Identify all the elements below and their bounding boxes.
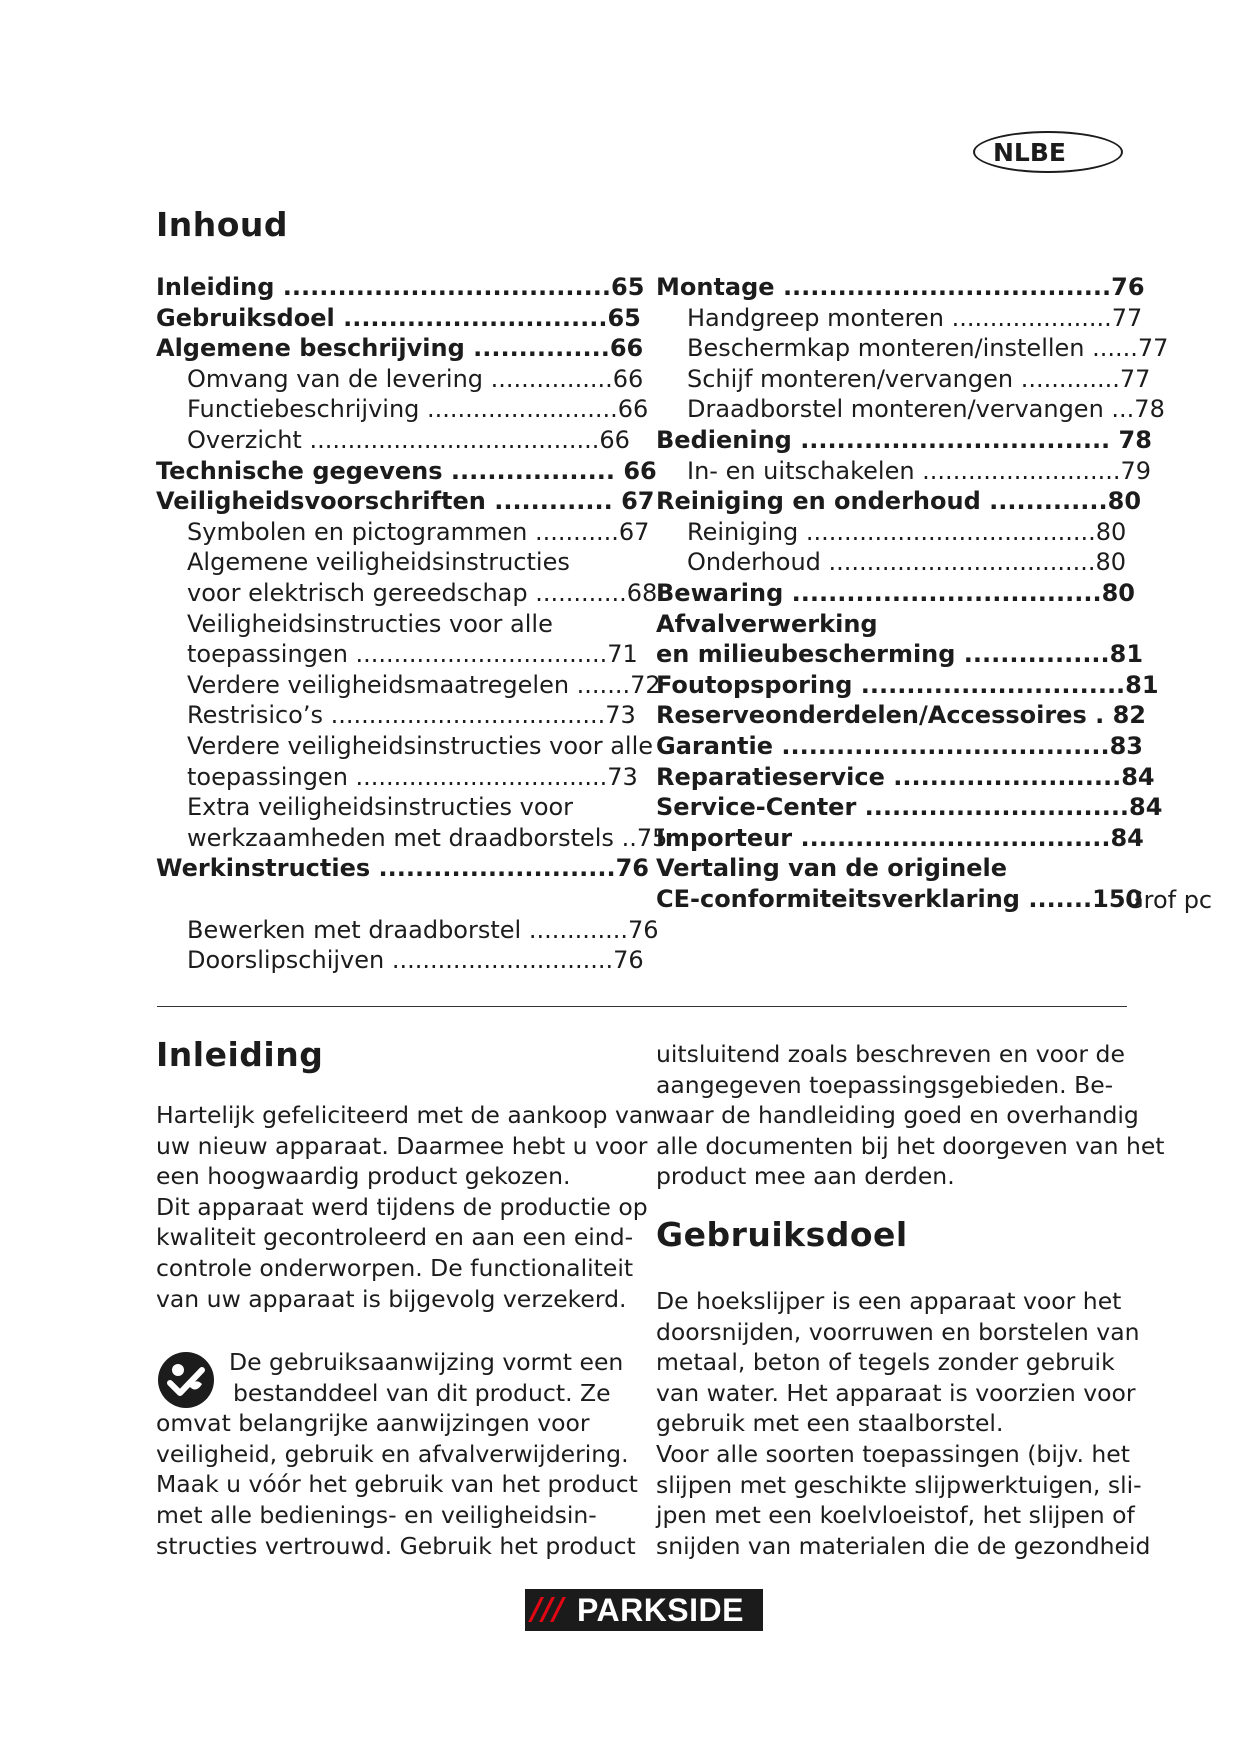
toc-entry[interactable]: Extra veiligheidsinstructies voor	[187, 793, 574, 822]
toc-entry[interactable]: Reiniging ......................................80	[687, 517, 1127, 546]
toc-entry[interactable]: Draadborstel monteren/vervangen ...78	[687, 395, 1165, 424]
toc-entry[interactable]: voor elektrisch gereedschap ............68	[187, 578, 658, 607]
toc-entry[interactable]: Reparatieservice .........................84	[656, 762, 1155, 791]
toc-entry[interactable]: toepassingen .................................73	[187, 762, 638, 791]
text-line: Hartelijk gefeliciteerd met de aankoop van	[156, 1101, 659, 1129]
inleiding-intro	[156, 1100, 659, 1314]
toc-entry[interactable]: Schijf monteren/vervangen .............77	[687, 364, 1151, 393]
text-line: metaal, beton of tegels zonder gebruik	[656, 1348, 1115, 1377]
toc-entry[interactable]: Veiligheidsvoorschriften ............. 67	[156, 487, 655, 516]
toc-entry[interactable]: Functiebeschrijving .........................66	[187, 395, 649, 424]
inleiding-continued	[656, 1039, 1165, 1192]
text-line: doorsnijden, voorruwen en borstelen van	[656, 1317, 1140, 1346]
text-line: van uw apparaat is bijgevolg verzekerd.	[156, 1284, 627, 1313]
toc-entry[interactable]: Werkinstructies ..........................76	[156, 854, 649, 883]
text-line: van water. Het apparaat is voorzien voor	[656, 1378, 1136, 1407]
toc-entry[interactable]: Verdere veiligheidsmaatregelen .......72	[187, 670, 661, 699]
toc-entry[interactable]: Gebruiksdoel .............................65	[156, 303, 641, 332]
text-line: snijden van materialen die de gezondheid	[656, 1531, 1151, 1560]
toc-entry[interactable]: Vertaling van de originele	[656, 854, 1008, 883]
toc-entry[interactable]: Service-Center .............................84	[656, 793, 1163, 822]
text-line: jpen met een koelvloeistof, het slijpen of	[656, 1501, 1135, 1530]
toc-entry[interactable]: Inleiding ....................................65	[156, 273, 645, 301]
text-line: Dit apparaat werd tijdens de productie op	[156, 1192, 648, 1221]
text-line: uitsluitend zoals beschreven en voor de	[656, 1040, 1125, 1068]
toc-entry[interactable]: Importeur ..................................84	[656, 823, 1144, 852]
toc-entry[interactable]: Montage ....................................76	[656, 273, 1145, 301]
text-line: met alle bedienings- en veiligheidsin-	[156, 1500, 597, 1529]
toc-left-column	[156, 272, 667, 976]
toc-title: Inhoud	[156, 205, 289, 244]
toc-entry[interactable]: Veiligheidsinstructies voor alle	[187, 609, 553, 638]
language-badge-label: NLBE	[993, 138, 1066, 167]
toc-right-column	[656, 272, 1168, 914]
toc-entry[interactable]: Restrisico’s ....................................73	[187, 701, 636, 730]
toc-entry[interactable]: Verdere veiligheidsinstructies voor alle	[187, 731, 654, 760]
toc-entry[interactable]: Onderhoud ...................................80	[687, 548, 1127, 577]
text-line: kwaliteit gecontroleerd en aan een eind-	[156, 1223, 634, 1252]
toc-entry[interactable]: Bewerken met draadborstel .............76	[187, 915, 659, 944]
language-badge	[973, 131, 1123, 173]
toc-entry[interactable]: Handgreep monteren .....................77	[687, 303, 1143, 332]
toc-entry[interactable]: CE-conformiteitsverklaring .......150	[656, 884, 1143, 913]
toc-entry[interactable]: Bediening .................................. 78	[656, 425, 1152, 454]
toc-entry[interactable]: Omvang van de levering ................66	[187, 364, 644, 393]
text-line: uw nieuw apparaat. Daarmee hebt u voor	[156, 1131, 648, 1160]
toc-entry[interactable]: Afvalverwerking	[656, 609, 878, 638]
toc-trailing-fragment: Grof pc	[1125, 886, 1213, 914]
text-line: veiligheid, gebruik en afvalverwijdering.	[156, 1439, 629, 1468]
toc-entry[interactable]: Reserveonderdelen/Accessoires . 82	[656, 701, 1146, 730]
text-line: Voor alle soorten toepassingen (bijv. het	[656, 1439, 1130, 1468]
inleiding-notice	[156, 1347, 638, 1561]
text-line: De hoekslijper is een apparaat voor het	[656, 1287, 1122, 1315]
toc-entry[interactable]: In- en uitschakelen ..........................79	[687, 456, 1152, 485]
inleiding-heading: Inleiding	[156, 1035, 324, 1074]
text-line: aangegeven toepassingsgebieden. Be-	[656, 1070, 1114, 1099]
toc-entry[interactable]: Beschermkap monteren/instellen ......77	[687, 334, 1169, 363]
toc-entry[interactable]: Garantie ....................................83	[656, 731, 1143, 760]
gebruiksdoel-body	[656, 1286, 1151, 1561]
toc-entry[interactable]: Symbolen en pictogrammen ...........67	[187, 517, 650, 546]
toc-entry[interactable]: toepassingen .................................71	[187, 640, 638, 669]
text-line: omvat belangrijke aanwijzingen voor	[156, 1409, 590, 1438]
toc-entry[interactable]: Bewaring ..................................80	[656, 578, 1136, 607]
toc-entry[interactable]: Technische gegevens .................. 66	[156, 456, 657, 485]
gebruiksdoel-heading: Gebruiksdoel	[656, 1215, 908, 1254]
parkside-logo	[525, 1589, 763, 1631]
text-line: Maak u vóór het gebruik van het product	[156, 1470, 638, 1499]
text-line: waar de handleiding goed en overhandig	[656, 1101, 1139, 1130]
text-line: bestanddeel van dit product. Ze	[233, 1378, 611, 1407]
toc-entry[interactable]: Algemene beschrijving ...............66	[156, 334, 644, 363]
section-divider	[157, 1006, 1127, 1007]
text-line: gebruik met een staalborstel.	[656, 1409, 1004, 1438]
toc-entry[interactable]: werkzaamheden met draadborstels ..75	[187, 823, 668, 852]
toc-entry[interactable]: en milieubescherming ................81	[656, 640, 1144, 669]
logo-bars: ///	[531, 1592, 564, 1627]
text-line: een hoogwaardig product gekozen.	[156, 1162, 571, 1191]
text-line: controle onderworpen. De functionaliteit	[156, 1253, 634, 1282]
toc-entry[interactable]: Foutopsporing .............................81	[656, 670, 1159, 699]
text-line: De gebruiksaanwijzing vormt een	[229, 1348, 624, 1376]
toc-entry[interactable]: Doorslipschijven .............................76	[187, 946, 644, 975]
text-line: product mee aan derden.	[656, 1162, 955, 1191]
toc-entry[interactable]: Algemene veiligheidsinstructies	[187, 548, 570, 577]
text-line: slijpen met geschikte slijpwerktuigen, sli-	[656, 1470, 1142, 1499]
toc-entry[interactable]: Reiniging en onderhoud .............80	[656, 487, 1142, 516]
logo-text: PARKSIDE	[577, 1592, 744, 1628]
text-line: alle documenten bij het doorgeven van het	[656, 1131, 1165, 1160]
toc-entry[interactable]: Overzicht ......................................66	[187, 425, 630, 454]
text-line: structies vertrouwd. Gebruik het product	[156, 1531, 636, 1560]
